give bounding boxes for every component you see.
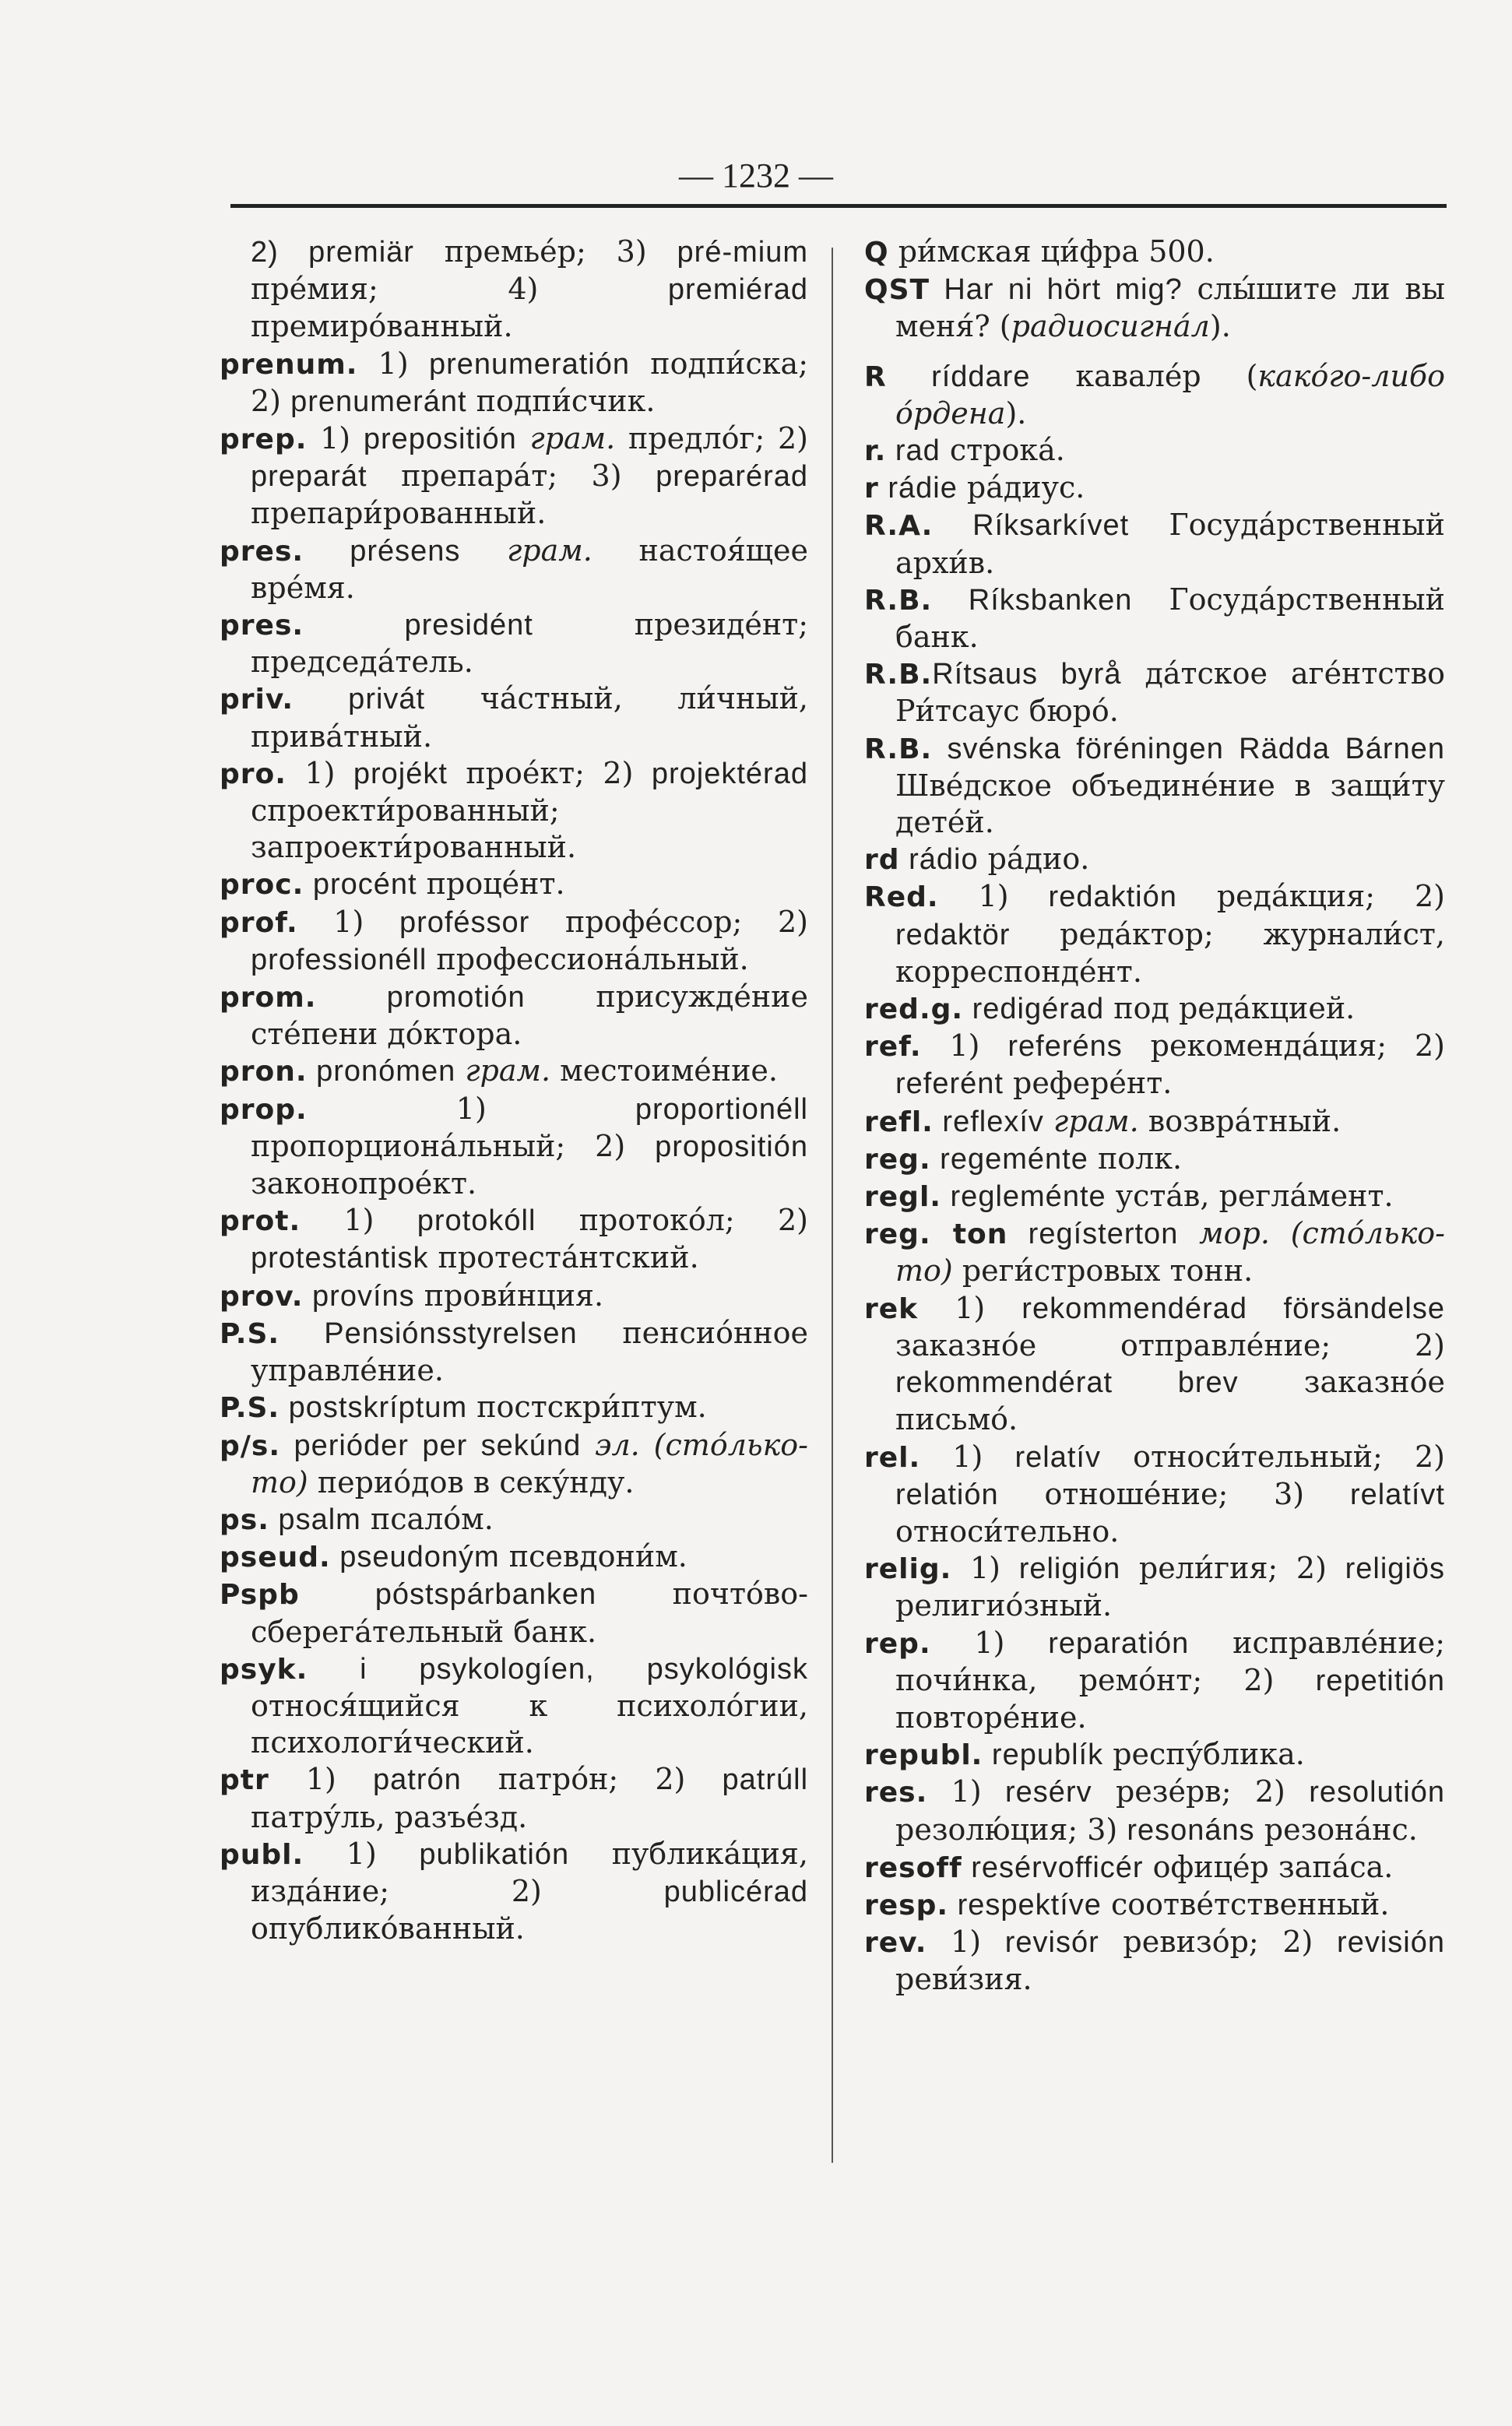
definition-text: 1) xyxy=(301,1203,417,1238)
definition-text: резона́нс. xyxy=(1254,1812,1418,1847)
dictionary-entry xyxy=(864,1290,1445,1439)
definition-text: да́тское аге́нтство Ри́тсаус бюро́. xyxy=(895,656,1445,729)
dictionary-entry xyxy=(220,1315,808,1389)
swedish-term: Ríksarkívet xyxy=(933,509,1130,543)
swedish-term: republík xyxy=(983,1739,1104,1772)
italic-label: мор. (сто́лько-то) xyxy=(895,1216,1446,1289)
dictionary-entry xyxy=(220,1427,808,1501)
definition-text: публика́ция, изда́ние; 2) xyxy=(251,1836,808,1908)
swedish-term: projékt xyxy=(353,757,448,790)
definition-text: 1) xyxy=(927,1925,1005,1960)
italic-label: грам. xyxy=(455,1053,551,1088)
swedish-term: regleménte xyxy=(941,1180,1106,1214)
swedish-term: premiérad xyxy=(667,273,808,307)
definition-text: президе́нт; председа́тель. xyxy=(251,607,808,680)
definition-text: соотве́тственный. xyxy=(1101,1886,1390,1921)
definition-text: законопрое́кт. xyxy=(251,1166,477,1201)
definition-text: реда́ктор; журнали́ст, корреспонде́нт. xyxy=(895,916,1445,989)
italic-label: грам. xyxy=(460,533,592,568)
swedish-term: i psykologíen, psykológisk xyxy=(308,1652,808,1686)
swedish-term: relatívt xyxy=(1349,1478,1445,1511)
dictionary-entry xyxy=(864,656,1445,730)
definition-text: резолю́ция; 3) xyxy=(895,1812,1127,1847)
definition-text: прови́нция. xyxy=(414,1278,604,1313)
entry-abbreviation: R.A. xyxy=(864,510,934,543)
right-entries xyxy=(864,234,1445,1999)
definition-text: 1) xyxy=(357,346,429,381)
dictionary-entry xyxy=(220,1836,808,1948)
definition-text: спроекти́рованный; запроекти́рованный. xyxy=(251,793,577,865)
entry-abbreviation: Red. xyxy=(864,881,939,914)
dictionary-entry xyxy=(864,469,1445,507)
entry-abbreviation: relig. xyxy=(864,1553,952,1586)
entry-abbreviation: res. xyxy=(864,1777,928,1809)
swedish-term: províns xyxy=(303,1279,415,1313)
definition-text: 1) xyxy=(918,1290,1022,1325)
definition-text: препара́т; 3) xyxy=(367,459,656,494)
entry-abbreviation: Pspb xyxy=(220,1579,300,1612)
swedish-term: resolutión xyxy=(1309,1776,1445,1809)
swedish-term: rádio xyxy=(899,843,979,877)
definition-text: пропорциона́льный; 2) xyxy=(251,1128,656,1163)
definition-text: ра́дио. xyxy=(978,842,1090,877)
entry-abbreviation: ptr xyxy=(220,1764,269,1797)
swedish-term: preparérad xyxy=(656,460,808,494)
definition-text: подпи́ска; 2) xyxy=(251,346,808,418)
swedish-term: resonáns xyxy=(1127,1813,1255,1847)
dictionary-entry xyxy=(864,1439,1445,1551)
definition-text: местоиме́ние. xyxy=(550,1053,778,1088)
swedish-term: reparatión xyxy=(1048,1626,1190,1660)
dictionary-entry xyxy=(864,507,1445,581)
definition-text: повторе́ние. xyxy=(895,1700,1087,1735)
swedish-term: religión xyxy=(1018,1552,1121,1586)
entry-abbreviation: rd xyxy=(864,844,900,877)
definition-text: предло́г; 2) xyxy=(615,421,808,456)
definition-text: заказно́е отправле́ние; 2) xyxy=(895,1327,1445,1362)
definition-text: рефере́нт. xyxy=(1003,1066,1173,1101)
definition-text: реги́стровых тонн. xyxy=(952,1253,1254,1289)
entry-abbreviation: prot. xyxy=(220,1205,301,1238)
definition-text: премье́р; 3) xyxy=(413,234,677,269)
continued-entry xyxy=(220,234,808,346)
entry-abbreviation: reg. ton xyxy=(864,1218,1008,1251)
definition-text: патру́ль, разъе́зд. xyxy=(251,1799,528,1834)
definition-text: относи́тельный; 2) xyxy=(1100,1439,1445,1474)
definition-text: кавале́р ( xyxy=(1030,358,1258,393)
dictionary-entry xyxy=(864,990,1445,1028)
swedish-term: publikatión xyxy=(419,1837,570,1871)
swedish-term: relatión xyxy=(895,1478,999,1511)
definition-text: 1) xyxy=(951,1551,1019,1586)
entry-abbreviation: proc. xyxy=(220,869,304,902)
dictionary-entry xyxy=(864,1849,1445,1886)
italic-label: эл. (сто́лько-то) xyxy=(251,1427,808,1500)
definition-text: относи́тельно. xyxy=(895,1514,1120,1549)
entry-abbreviation: r. xyxy=(864,435,887,468)
left-entries xyxy=(220,346,808,1948)
swedish-term: perióder per sekúnd xyxy=(280,1429,582,1462)
definition-text: препари́рованный. xyxy=(251,496,547,531)
entry-abbreviation: R.B. xyxy=(864,659,933,691)
swedish-term: 2) premiär xyxy=(251,236,414,269)
swedish-term: relatív xyxy=(1014,1440,1101,1474)
swedish-term: protestántisk xyxy=(251,1242,429,1275)
entry-abbreviation: resoff xyxy=(864,1851,962,1884)
entry-abbreviation: pro. xyxy=(220,758,287,790)
entry-abbreviation: rel. xyxy=(864,1441,921,1474)
definition-text: настоя́щее вре́мя. xyxy=(251,533,808,605)
swedish-term: rad xyxy=(886,434,941,468)
swedish-term: professionéll xyxy=(251,943,427,976)
entry-abbreviation: prom. xyxy=(220,982,317,1014)
definition-text: реда́кция; 2) xyxy=(1176,879,1445,914)
entry-abbreviation: p/s. xyxy=(220,1429,281,1462)
definition-text: профе́ссор; 2) xyxy=(529,904,808,939)
entry-abbreviation: rep. xyxy=(864,1627,931,1660)
definition-text: прое́кт; 2) xyxy=(447,755,652,790)
dictionary-entry xyxy=(220,680,808,754)
dictionary-entry xyxy=(864,1736,1445,1774)
entry-abbreviation: ref. xyxy=(864,1031,922,1064)
definition-text: офице́р запа́са. xyxy=(1143,1849,1394,1884)
definition-text: рекоменда́ция; 2) xyxy=(1122,1028,1445,1064)
definition-text: 1) xyxy=(307,421,364,456)
entry-abbreviation: QST xyxy=(864,274,930,307)
entry-abbreviation: prep. xyxy=(220,424,308,456)
dictionary-entry xyxy=(864,1550,1445,1624)
dictionary-entry xyxy=(864,1625,1445,1737)
swedish-term: privát xyxy=(294,683,426,716)
swedish-term: regísterton xyxy=(1007,1218,1179,1251)
dictionary-entry xyxy=(220,1202,808,1277)
dictionary-entry xyxy=(220,346,808,420)
entry-abbreviation: resp. xyxy=(864,1889,949,1921)
dictionary-entry xyxy=(220,904,808,979)
dictionary-entry xyxy=(864,1215,1445,1289)
dictionary-entry xyxy=(864,271,1445,345)
swedish-term: revisión xyxy=(1337,1926,1445,1960)
dictionary-entry xyxy=(864,582,1445,656)
swedish-term: regeménte xyxy=(930,1142,1088,1176)
swedish-term: presidént xyxy=(304,609,533,642)
dictionary-entry xyxy=(220,1053,808,1090)
definition-text: резе́рв; 2) xyxy=(1092,1774,1310,1809)
swedish-term: propositión xyxy=(655,1130,808,1163)
swedish-term: resérvofficér xyxy=(962,1851,1144,1884)
entry-abbreviation: r xyxy=(864,473,879,505)
definition-text: 1) xyxy=(920,1439,1015,1474)
italic-label: грам. xyxy=(1043,1103,1139,1138)
definition-text: заказно́е письмо́. xyxy=(895,1365,1445,1437)
definition-text: ). xyxy=(1005,396,1027,431)
swedish-term: pré-mium xyxy=(677,236,808,269)
definition-text: Шве́дское объедине́ние в защи́ту дете́й. xyxy=(895,768,1445,840)
italic-label: радиосигна́л xyxy=(1011,309,1210,344)
dictionary-entry xyxy=(864,1886,1445,1924)
definition-text: 1) xyxy=(307,1091,635,1126)
dictionary-entry xyxy=(220,606,808,680)
swedish-term: présens xyxy=(304,534,461,568)
swedish-term: protokóll xyxy=(417,1204,536,1238)
entry-abbreviation: reg. xyxy=(864,1143,931,1176)
entry-abbreviation: rek xyxy=(864,1292,919,1325)
dictionary-entry xyxy=(864,878,1445,990)
swedish-term: redaktör xyxy=(895,918,1011,951)
dictionary-entry xyxy=(220,420,808,533)
dictionary-entry xyxy=(220,1501,808,1538)
entry-abbreviation: P.S. xyxy=(220,1317,280,1350)
definition-text: 1) xyxy=(269,1762,374,1797)
swedish-term: svénska föréningen Rädda Bárnen xyxy=(932,732,1445,765)
definition-text: почто́во-сберега́тельный банк. xyxy=(251,1577,808,1649)
swedish-term: procént xyxy=(304,868,417,902)
dictionary-entry xyxy=(220,979,808,1053)
swedish-term: psalm xyxy=(269,1503,361,1536)
definition-text: 1) xyxy=(286,755,353,790)
dictionary-entry xyxy=(220,866,808,903)
definition-text: 1) xyxy=(304,1836,420,1871)
dictionary-entry xyxy=(220,1389,808,1426)
swedish-term: promotión xyxy=(316,981,526,1014)
left-column xyxy=(220,234,808,1947)
definition-text: присужде́ние сте́пени до́ктора. xyxy=(251,979,808,1052)
entry-abbreviation: ps. xyxy=(220,1503,269,1536)
definition-text: респу́блика. xyxy=(1103,1737,1305,1772)
definition-text: Госуда́рственный банк. xyxy=(895,582,1445,655)
swedish-term: referént xyxy=(895,1067,1004,1101)
swedish-term: proportionéll xyxy=(635,1092,808,1126)
definition-text: профессиона́льный. xyxy=(427,941,749,976)
entry-abbreviation: red.g. xyxy=(864,993,964,1026)
definition-text: псало́м. xyxy=(360,1501,494,1536)
entry-abbreviation: regl. xyxy=(864,1181,941,1214)
italic-label: како́го-либо о́рдена xyxy=(895,358,1445,431)
dictionary-entry xyxy=(864,730,1445,842)
dictionary-entry xyxy=(864,1774,1445,1848)
swedish-term: prenumeratión xyxy=(428,347,630,381)
dictionary-entry xyxy=(864,1028,1445,1102)
entry-abbreviation: prov. xyxy=(220,1280,304,1313)
swedish-term: reflexív xyxy=(933,1105,1044,1138)
swedish-term: Har ni hört mig? xyxy=(930,273,1183,307)
swedish-term: publicérad xyxy=(663,1875,808,1908)
page-number: — 1232 — xyxy=(679,156,833,195)
definition-text: уста́в, регла́мент. xyxy=(1106,1179,1394,1214)
definition-text: проце́нт. xyxy=(417,867,565,902)
swedish-term: rádie xyxy=(878,472,958,505)
definition-text: строка́. xyxy=(940,433,1065,468)
definition-text: ). xyxy=(1209,309,1231,344)
dictionary-entry xyxy=(220,755,808,867)
entry-abbreviation: rev. xyxy=(864,1927,927,1960)
definition-text: рели́гия; 2) xyxy=(1120,1551,1345,1586)
dictionary-entry xyxy=(220,1576,808,1650)
definition-text: 1) xyxy=(921,1028,1008,1064)
swedish-term: Ríksbanken xyxy=(932,583,1133,617)
swedish-term: ríddare xyxy=(886,360,1031,393)
definition-text: протеста́нтский. xyxy=(428,1240,699,1275)
swedish-term: revisór xyxy=(1004,1926,1099,1960)
swedish-term: religiös xyxy=(1345,1552,1446,1586)
entry-abbreviation: P.S. xyxy=(220,1392,280,1425)
dictionary-entry xyxy=(220,1651,808,1762)
definition-text: перио́дов в секу́нду. xyxy=(308,1464,635,1500)
entry-abbreviation: psyk. xyxy=(220,1653,308,1686)
definition-text: 1) xyxy=(930,1625,1049,1660)
entry-abbreviation: Q xyxy=(864,237,889,269)
entry-abbreviation: refl. xyxy=(864,1106,934,1138)
dictionary-entry xyxy=(220,1761,808,1835)
dictionary-entry xyxy=(220,1538,808,1576)
swedish-term: patrón xyxy=(373,1763,462,1797)
swedish-term: pronómen xyxy=(307,1055,456,1088)
entry-abbreviation: prof. xyxy=(220,906,298,939)
dictionary-entry xyxy=(220,1278,808,1315)
swedish-term: prenumeránt xyxy=(290,385,467,418)
italic-label: грам. xyxy=(516,421,616,456)
definition-text: под реда́кцией. xyxy=(1104,991,1356,1026)
definition-text: возвра́тный. xyxy=(1138,1103,1341,1138)
entry-abbreviation: priv. xyxy=(220,684,294,716)
swedish-term: póstspárbanken xyxy=(299,1578,597,1612)
definition-text: полк. xyxy=(1088,1141,1183,1176)
entry-abbreviation: R.B. xyxy=(864,733,933,765)
swedish-term: projektérad xyxy=(651,757,808,790)
definition-text: 1) xyxy=(938,879,1049,914)
swedish-term: pseudoným xyxy=(330,1541,500,1574)
definition-text: ри́мская ци́фра 500. xyxy=(888,234,1215,269)
definition-text: патро́н; 2) xyxy=(461,1762,723,1797)
definition-text: отноше́ние; 3) xyxy=(998,1476,1350,1511)
definition-text: ра́диус. xyxy=(957,470,1085,505)
definition-text: исправле́ние; почи́нка, ремо́нт; 2) xyxy=(895,1625,1445,1697)
dictionary-entry xyxy=(864,234,1445,271)
entry-abbreviation: pres. xyxy=(220,610,304,642)
swedish-term: proféssor xyxy=(399,905,530,939)
dictionary-entry xyxy=(864,358,1445,432)
definition-text: пенсио́нное управле́ние. xyxy=(251,1315,809,1388)
entry-abbreviation: R xyxy=(864,360,887,393)
definition-text: пре́мия; 4) xyxy=(251,272,668,307)
definition-text: 1) xyxy=(927,1774,1006,1809)
swedish-term: preparát xyxy=(251,460,367,494)
definition-text: ча́стный, ли́чный, прива́тный. xyxy=(251,681,808,754)
definition-text: опублико́ванный. xyxy=(251,1911,525,1946)
definition-text: Госуда́рственный архи́в. xyxy=(895,508,1445,580)
column-divider xyxy=(832,248,833,2163)
dictionary-entry xyxy=(864,841,1445,878)
entry-abbreviation: prop. xyxy=(220,1093,308,1126)
definition-text: религио́зный. xyxy=(895,1588,1113,1623)
entry-abbreviation: publ. xyxy=(220,1838,304,1871)
swedish-term: respektíve xyxy=(948,1888,1102,1921)
dictionary-entry xyxy=(220,533,808,606)
entry-abbreviation: prenum. xyxy=(220,348,358,381)
dictionary-entry xyxy=(864,1178,1445,1215)
entry-abbreviation: republ. xyxy=(864,1739,983,1772)
definition-text: подпи́счик. xyxy=(466,383,656,418)
definition-text: ревизо́р; 2) xyxy=(1099,1925,1338,1960)
definition-text: премиро́ванный. xyxy=(251,309,513,344)
entry-abbreviation: pron. xyxy=(220,1056,308,1088)
swedish-term: resérv xyxy=(1005,1776,1092,1809)
swedish-term: postskríptum xyxy=(280,1391,468,1425)
entry-abbreviation: pres. xyxy=(220,535,304,568)
swedish-term: Pensiónsstyrelsen xyxy=(280,1317,578,1350)
dictionary-entry xyxy=(220,1091,808,1203)
swedish-term: redaktión xyxy=(1048,881,1177,914)
definition-text: 1) xyxy=(297,904,399,939)
swedish-term: Rítsaus byrå xyxy=(932,658,1122,691)
definition-text: слы́шите ли вы меня́? ( xyxy=(895,272,1445,344)
swedish-term: rekommendérat brev xyxy=(895,1366,1239,1400)
swedish-term: patrúll xyxy=(722,1763,809,1797)
right-column xyxy=(864,234,1445,1999)
entry-abbreviation: R.B. xyxy=(864,584,933,617)
header-rule xyxy=(230,204,1447,208)
swedish-term: repetitión xyxy=(1315,1664,1445,1697)
dictionary-entry xyxy=(864,432,1445,469)
definition-text: псевдони́м. xyxy=(499,1539,687,1574)
swedish-term: rekommendérad försändelse xyxy=(1021,1292,1445,1325)
dictionary-entry xyxy=(864,1103,1445,1141)
swedish-term: redigérad xyxy=(963,993,1105,1026)
definition-text: относя́щийся к психоло́гии, психологи́ческий. xyxy=(251,1688,808,1760)
definition-text: постскри́птум. xyxy=(467,1390,707,1425)
swedish-term: referéns xyxy=(1007,1030,1123,1064)
dictionary-entry xyxy=(864,1141,1445,1178)
entry-abbreviation: pseud. xyxy=(220,1542,331,1574)
definition-text: протоко́л; 2) xyxy=(536,1203,808,1238)
definition-text: реви́зия. xyxy=(895,1962,1032,1997)
dictionary-entry xyxy=(864,1924,1445,1998)
swedish-term: prepositión xyxy=(363,423,517,456)
